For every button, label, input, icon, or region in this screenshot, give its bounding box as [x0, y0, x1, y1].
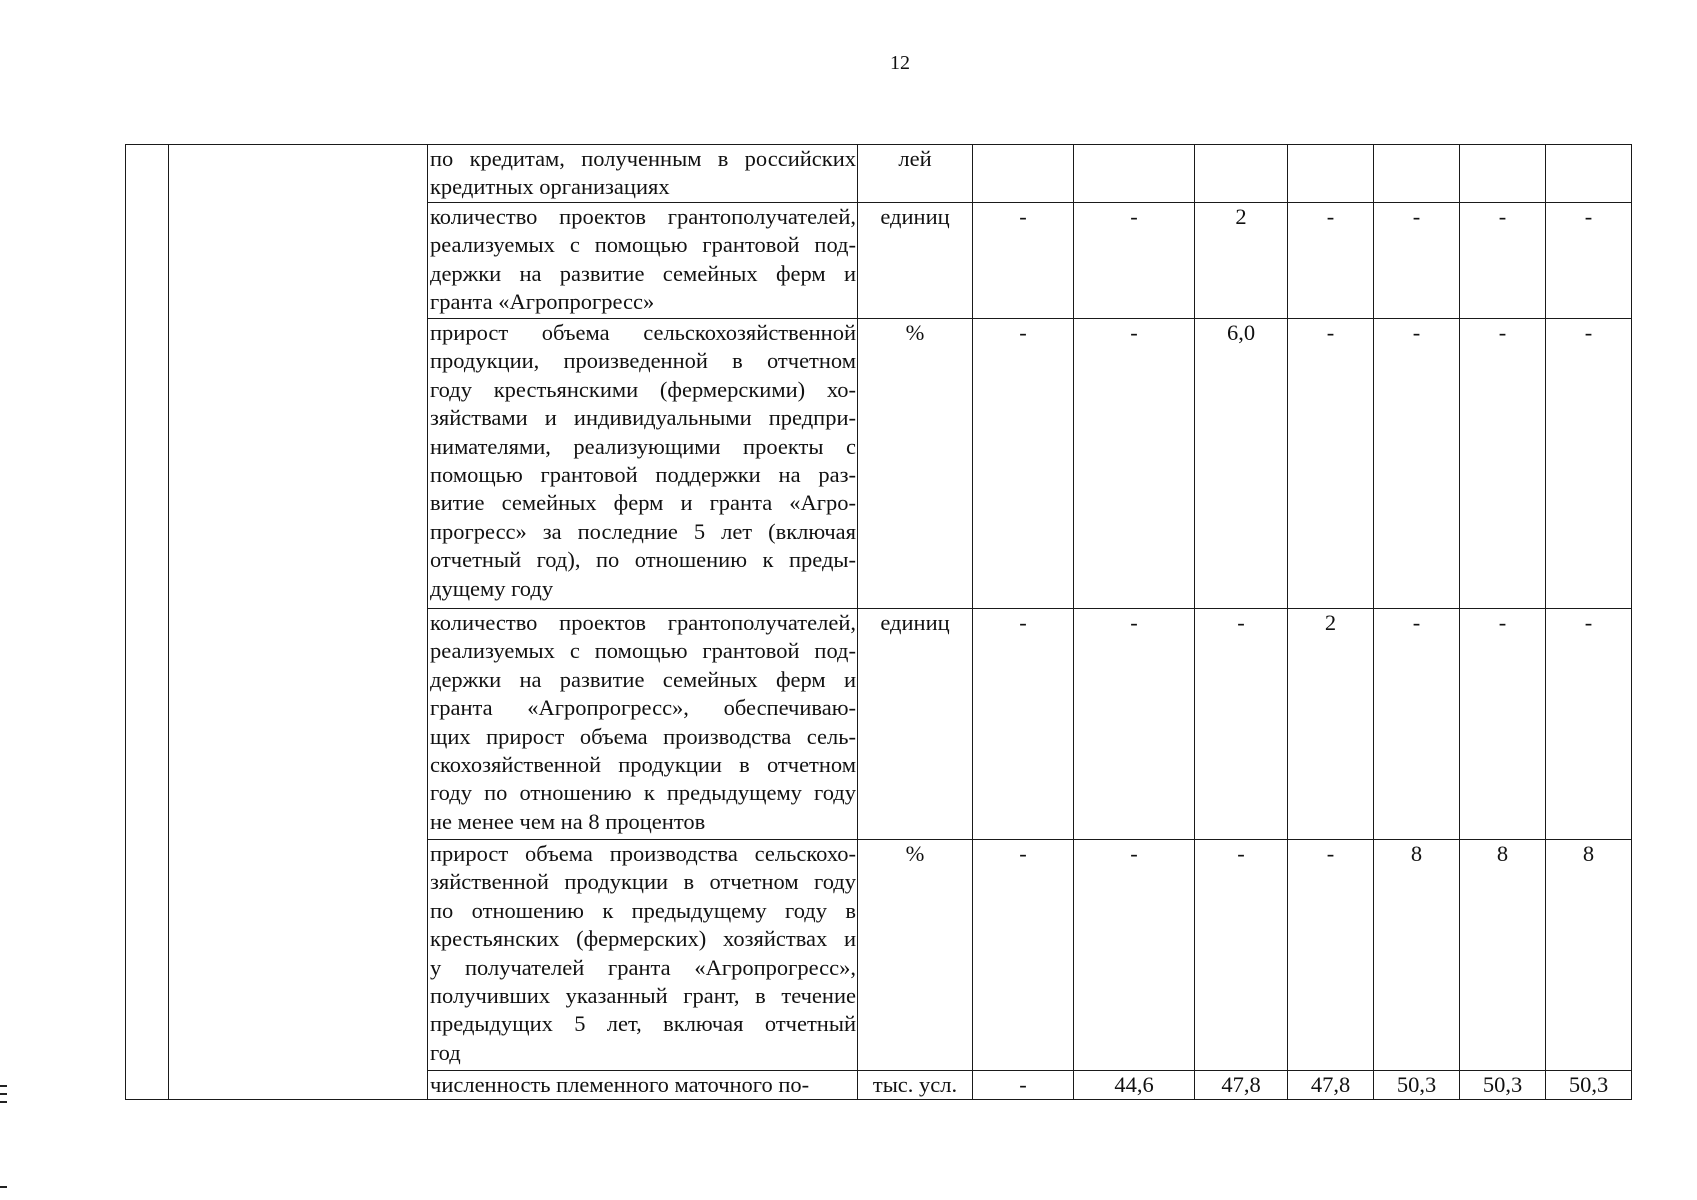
- margin-mark: [0, 1093, 7, 1095]
- indicator-text-line: держки на развитие семейных ферм и: [430, 666, 856, 692]
- indicator-text-line: скохозяйственной продукции в отчетном: [430, 752, 856, 778]
- indicator-text-line: прирост объема сельскохозяйственной: [430, 320, 856, 345]
- indicator-text-line: количество проектов грантополучателей,: [430, 610, 856, 635]
- value-cell: 8: [1546, 840, 1632, 1071]
- indicator-text-line: год: [430, 1039, 461, 1065]
- indicator-text-line: прогресс» за последние 5 лет (включая: [430, 518, 856, 544]
- indicator-description: [428, 145, 858, 203]
- indicator-text-line: держки на развитие семейных ферм и: [430, 260, 856, 286]
- indicator-text-line: крестьянских (фермерских) хозяйствах и: [430, 926, 856, 952]
- value-cell: [1546, 145, 1632, 203]
- value-cell: -: [1546, 319, 1632, 609]
- margin-mark: [0, 1186, 7, 1188]
- value-cell: -: [1460, 203, 1546, 319]
- value-cell: [973, 145, 1074, 203]
- indicator-text-line: кредитных организациях: [430, 174, 670, 200]
- value-cell: -: [1460, 609, 1546, 840]
- value-cell: -: [1195, 840, 1288, 1071]
- value-cell: -: [1546, 609, 1632, 840]
- indicator-text-line: прирост объема производства сельскохо-: [430, 841, 856, 866]
- value-cell: -: [1074, 609, 1195, 840]
- value-cell: -: [973, 319, 1074, 609]
- table-row: [126, 145, 1632, 203]
- indicator-text-line: помощью грантовой поддержки на раз-: [430, 462, 856, 488]
- value-cell: -: [973, 840, 1074, 1071]
- indicator-text-line: отчетный год), по отношению к преды-: [430, 547, 856, 573]
- value-cell: -: [973, 1071, 1074, 1100]
- value-cell: -: [973, 203, 1074, 319]
- value-cell: -: [1374, 203, 1460, 319]
- value-cell: 8: [1374, 840, 1460, 1071]
- indicator-text-line: численность племенного маточного по-: [430, 1072, 810, 1097]
- indicator-text-line: получивших указанный грант, в течение: [430, 983, 856, 1009]
- value-cell: [1195, 145, 1288, 203]
- value-cell: -: [1195, 609, 1288, 840]
- value-cell: 44,6: [1074, 1071, 1195, 1100]
- value-cell: 6,0: [1195, 319, 1288, 609]
- value-cell: [1288, 145, 1374, 203]
- indicator-text-line: дущему году: [430, 575, 554, 601]
- indicator-text-line: реализуемых с помощью грантовой под-: [430, 232, 856, 258]
- page-number: 12: [890, 52, 910, 74]
- indicator-text-line: нимателями, реализующими проекты с: [430, 433, 856, 459]
- indicator-text-line: у получателей гранта «Агропрогресс»,: [430, 954, 856, 980]
- value-cell: [1460, 145, 1546, 203]
- indicator-text-line: гранта «Агропрогресс»: [430, 289, 655, 315]
- indicator-description: [428, 1071, 858, 1100]
- indicator-text-line: не менее чем на 8 процентов: [430, 808, 706, 834]
- value-cell: 50,3: [1374, 1071, 1460, 1100]
- margin-mark: [0, 1085, 7, 1087]
- indicator-text-line: предыдущих 5 лет, включая отчетный: [430, 1011, 856, 1037]
- unit-cell: единиц: [858, 203, 973, 319]
- indicator-text-line: витие семейных ферм и гранта «Агро-: [430, 490, 856, 516]
- value-cell: -: [1460, 319, 1546, 609]
- indicator-text-line: зяйствами и индивидуальными предпри-: [430, 405, 856, 431]
- value-cell: -: [1074, 319, 1195, 609]
- program-name-cell: [169, 145, 428, 1100]
- indicator-text-line: продукции, произведенной в отчетном: [430, 348, 856, 374]
- indicator-text-line: щих прирост объема производства сель-: [430, 723, 856, 749]
- value-cell: 50,3: [1460, 1071, 1546, 1100]
- indicator-description: [428, 840, 858, 1071]
- value-cell: 47,8: [1288, 1071, 1374, 1100]
- value-cell: 47,8: [1195, 1071, 1288, 1100]
- unit-cell: тыс. усл.: [858, 1071, 973, 1100]
- indicator-text-line: по кредитам, полученным в российских: [430, 146, 856, 171]
- unit-cell: лей: [858, 145, 973, 203]
- value-cell: -: [1074, 203, 1195, 319]
- margin-mark: [0, 1101, 7, 1103]
- indicator-description: [428, 609, 858, 840]
- value-cell: 50,3: [1546, 1071, 1632, 1100]
- value-cell: -: [1374, 609, 1460, 840]
- unit-cell: единиц: [858, 609, 973, 840]
- value-cell: 2: [1195, 203, 1288, 319]
- indicator-text-line: количество проектов грантополучателей,: [430, 204, 856, 229]
- value-cell: -: [1288, 840, 1374, 1071]
- unit-cell: %: [858, 840, 973, 1071]
- indicator-text-line: реализуемых с помощью грантовой под-: [430, 638, 856, 664]
- value-cell: [1374, 145, 1460, 203]
- indicator-text-line: году по отношению к предыдущему году: [430, 780, 856, 806]
- indicator-description: [428, 319, 858, 609]
- indicator-text-line: по отношению к предыдущему году в: [430, 897, 856, 923]
- row-number-cell: [126, 145, 169, 1100]
- unit-cell: %: [858, 319, 973, 609]
- value-cell: -: [1288, 203, 1374, 319]
- value-cell: -: [1546, 203, 1632, 319]
- value-cell: [1074, 145, 1195, 203]
- indicator-text-line: зяйственной продукции в отчетном году: [430, 869, 856, 895]
- indicator-text-line: году крестьянскими (фермерскими) хо-: [430, 376, 856, 402]
- value-cell: 8: [1460, 840, 1546, 1071]
- value-cell: 2: [1288, 609, 1374, 840]
- value-cell: -: [973, 609, 1074, 840]
- indicator-text-line: гранта «Агропрогресс», обеспечиваю-: [430, 695, 856, 721]
- value-cell: -: [1074, 840, 1195, 1071]
- value-cell: -: [1288, 319, 1374, 609]
- value-cell: -: [1374, 319, 1460, 609]
- indicator-description: [428, 203, 858, 319]
- indicator-table: [125, 144, 1632, 1100]
